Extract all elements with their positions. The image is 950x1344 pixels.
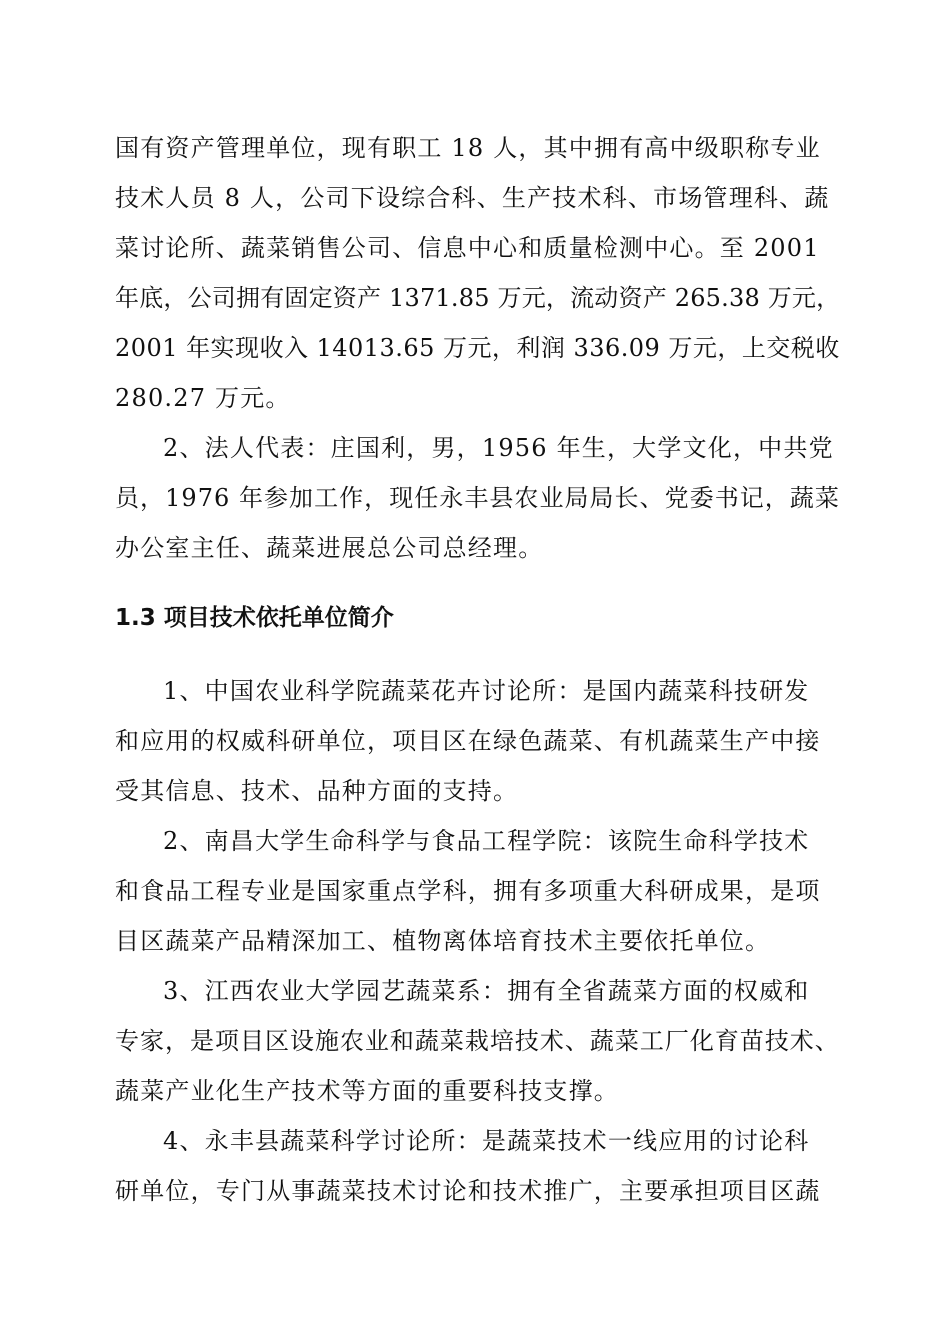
paragraph-2-line-1: 2、法人代表：庄国利，男，1956 年生，大学文化，中共党: [163, 434, 834, 462]
paragraph-3-line-3: 受其信息、技术、品种方面的支持。: [115, 777, 519, 805]
paragraph-4-line-2: 和食品工程专业是国家重点学科，拥有多项重大科研成果，是项: [115, 877, 821, 905]
section-heading: 1.3 项目技术依托单位简介: [115, 605, 394, 631]
paragraph-1-line-1: 国有资产管理单位，现有职工 18 人，其中拥有高中级职称专业: [115, 134, 821, 162]
paragraph-2-line-2: 员，1976 年参加工作，现任永丰县农业局局长、党委书记，蔬菜: [115, 484, 840, 512]
paragraph-1-line-5: 2001 年实现收入 14013.65 万元，利润 336.09 万元，上交税收: [115, 334, 840, 362]
paragraph-2-line-3: 办公室主任、蔬菜进展总公司总经理。: [115, 534, 544, 562]
paragraph-6-line-2: 研单位，专门从事蔬菜技术讨论和技术推广，主要承担项目区蔬: [115, 1177, 821, 1205]
paragraph-3-line-1: 1、中国农业科学院蔬菜花卉讨论所：是国内蔬菜科技研发: [163, 677, 810, 705]
paragraph-5-line-2: 专家，是项目区设施农业和蔬菜栽培技术、蔬菜工厂化育苗技术、: [115, 1027, 840, 1055]
paragraph-6-line-1: 4、永丰县蔬菜科学讨论所：是蔬菜技术一线应用的讨论科: [163, 1127, 810, 1155]
paragraph-1-line-3: 菜讨论所、蔬菜销售公司、信息中心和质量检测中心。至 2001: [115, 234, 820, 262]
paragraph-4-line-3: 目区蔬菜产品精深加工、植物离体培育技术主要依托单位。: [115, 927, 771, 955]
paragraph-1-line-4: 年底，公司拥有固定资产 1371.85 万元，流动资产 265.38 万元，: [115, 284, 841, 312]
paragraph-1-line-6: 280.27 万元。: [115, 384, 291, 412]
paragraph-1-line-2: 技术人员 8 人，公司下设综合科、生产技术科、市场管理科、蔬: [115, 184, 830, 212]
paragraph-4-line-1: 2、南昌大学生命科学与食品工程学院：该院生命科学技术: [163, 827, 810, 855]
paragraph-5-line-3: 蔬菜产业化生产技术等方面的重要科技支撑。: [115, 1077, 619, 1105]
paragraph-3-line-2: 和应用的权威科研单位，项目区在绿色蔬菜、有机蔬菜生产中接: [115, 727, 821, 755]
paragraph-5-line-1: 3、江西农业大学园艺蔬菜系：拥有全省蔬菜方面的权威和: [163, 977, 810, 1005]
